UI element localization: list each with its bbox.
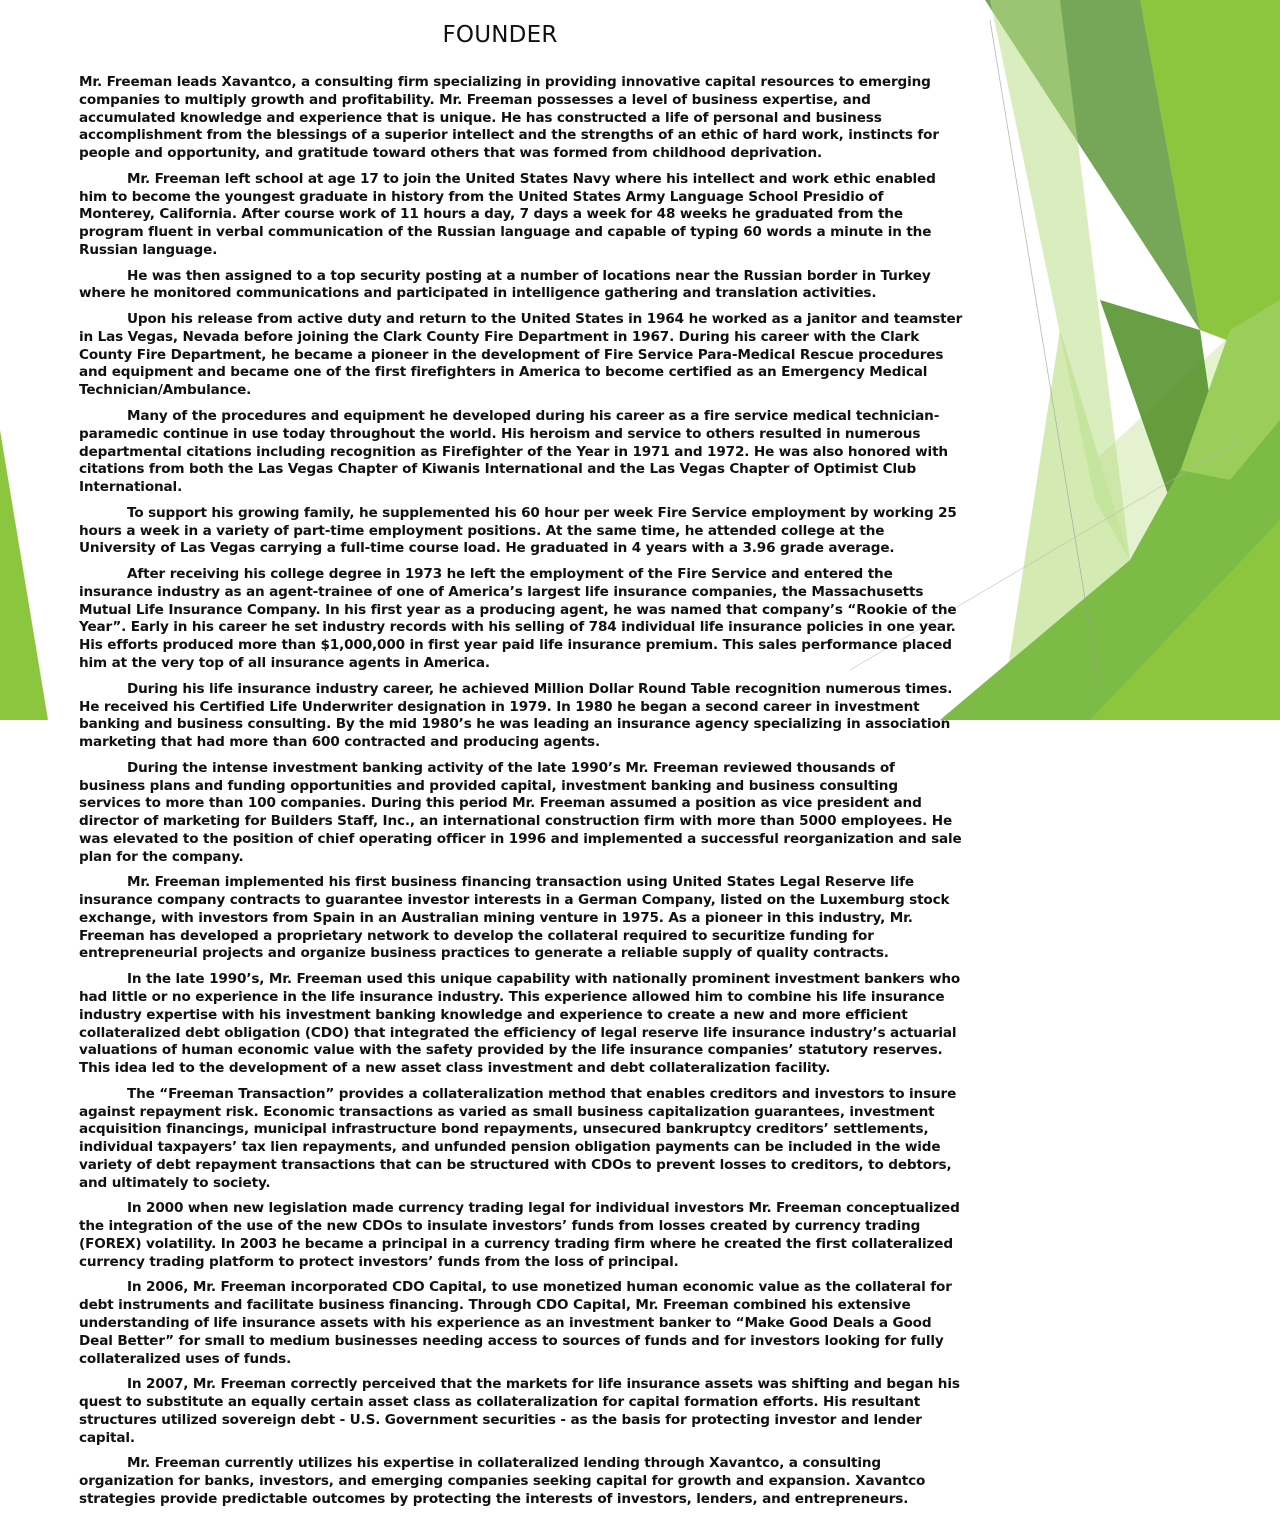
left-green-sliver <box>0 430 48 720</box>
paragraph-13: In 2000 when new legislation made currency trading legal for individual investors Mr. Freeman conceptualized the integration of the use of the new CDOs to insulate investors’ funds from losses created by currency trading (FOREX) volatility. In 2003 he became a principal in a currency trading firm where he created the first collateralized currency trading platform to protect investors’ funds from the loss of principal. <box>79 1200 960 1270</box>
paragraph-4: Upon his release from active duty and return to the United States in 1964 he worked as a janitor and teamster in Las Vegas, Nevada before joining the Clark County Fire Department in 1967. During his career with the Clark County Fire Department, he became a pioneer in the development of Fire Service Para-Medical Rescue procedures and equipment and became one of the first firefighters in America to become certified as an Emergency Medical Technician/Ambulance. <box>79 311 963 399</box>
paragraph-8: During his life insurance industry career, he achieved Million Dollar Round Table recognition numerous times. He received his Certified Life Underwriter designation in 1979. In 1980 he began a second career in investment banking and business consulting. By the mid 1980’s he was leading an insurance agency specializing in association marketing that had more than 600 contracted and producing agents. <box>79 680 953 751</box>
page-title: FOUNDER <box>442 22 558 48</box>
paragraph-6: To support his growing family, he supplemented his 60 hour per week Fire Service employment by working 25 hours a week in a variety of part-time employment positions. At the same time, he attended college at the University of Las Vegas carrying a full-time course load. He graduated in 4 years with a 3.96 grade average. <box>79 504 957 557</box>
paragraph-2: Mr. Freeman left school at age 17 to join the United States Navy where his intellect and work ethic enabled him to become the youngest graduate in history from the United States Army Language School Presidio of Monterey, California. After course work of 11 hours a day, 7 days a week for 48 weeks he graduated from the program fluent in verbal communication of the Russian language and capable of typing 60 words a minute in the Russian language. <box>79 170 936 258</box>
paragraph-12: The “Freeman Transaction” provides a collateralization method that enables creditors and investors to insure against repayment risk. Economic transactions as varied as small business capitalization guarantees, investment acquisition financings, municipal infrastructure bond repayments, unsecured bankruptcy creditors’ settlements, individual taxpayers’ tax lien repayments, and unfunded pension obligation payments can be included in the wide variety of debt repayment transactions that can be structured with CDOs to prevent losses to creditors, to debtors, and ultimately to society. <box>79 1085 957 1191</box>
paragraph-14: In 2006, Mr. Freeman incorporated CDO Capital, to use monetized human economic value as the collateral for debt instruments and facilitate business financing. Through CDO Capital, Mr. Freeman combined his extensive understanding of life insurance assets with his experience as an investment banker to “Make Good Deals a Good Deal Better” for small to medium businesses needing access to sources of funds and for investors looking for fully collateralized uses of funds. <box>79 1279 952 1367</box>
paragraph-16: Mr. Freeman currently utilizes his expertise in collateralized lending through Xavantco, a consulting organization for banks, investors, and emerging companies seeking capital for growth and expansion. Xavantco strategies provide predictable outcomes by protecting the interests of investors, lenders, and entrepreneurs. <box>79 1455 926 1507</box>
paragraph-7: After receiving his college degree in 1973 he left the employment of the Fire Service and entered the insurance industry as an agent-trainee of one of America’s largest life insurance companies, the Massachusetts Mutual Life Insurance Company. In his first year as a producing agent, he was named that company’s “Rookie of the Year”. Early in his career he set industry records with his selling of 784 individual life insurance policies in one year. His efforts produced more than $1,000,000 in first year paid life insurance premium. This sales performance placed him at the very top of all insurance agents in America. <box>79 566 957 671</box>
paragraph-15: In 2007, Mr. Freeman correctly perceived that the markets for life insurance assets was shifting and began his quest to substitute an equally certain asset class as collateralization for capital formation efforts. His resultant structures utilized sovereign debt - U.S. Government securities - as the basis for protecting investor and lender capital. <box>79 1376 960 1446</box>
paragraph-11: In the late 1990’s, Mr. Freeman used this unique capability with nationally prominent investment bankers who had little or no experience in the life insurance industry. This experience allowed him to combine his life insurance industry expertise with his investment banking knowledge and experience to create a new and more efficient collateralized debt obligation (CDO) that integrated the efficiency of legal reserve life insurance industry’s actuarial valuations of human economic value with the safety provided by the life insurance companies’ statutory reserves. This idea led to the development of a new asset class investment and debt collateralization facility. <box>79 971 961 1077</box>
biography-body <box>79 74 963 1517</box>
paragraph-5: Many of the procedures and equipment he developed during his career as a fire service medical technician-paramedic continue in use today throughout the world. His heroism and service to others resulted in numerous departmental citations including recognition as Firefighter of the Year in 1971 and 1972. He was also honored with citations from both the Las Vegas Chapter of Kiwanis International and the Las Vegas Chapter of Optimist Club International. <box>79 408 948 496</box>
paragraph-9: During the intense investment banking activity of the late 1990’s Mr. Freeman reviewed thousands of business plans and funding opportunities and provided capital, investment banking and business consulting services to more than 100 companies. During this period Mr. Freeman assumed a position as vice president and director of marketing for Builders Staff, Inc., an international construction firm with more than 5000 employees. He was elevated to the position of chief operating officer in 1996 and implemented a successful reorganization and sale plan for the company. <box>79 759 962 865</box>
paragraph-1: Mr. Freeman leads Xavantco, a consulting firm specializing in providing innovative capital resources to emerging companies to multiply growth and profitability. Mr. Freeman possesses a level of business expertise, and accumulated knowledge and experience that is unique. He has constructed a life of personal and business accomplishment from the blessings of a superior intellect and the strengths of an ethic of hard work, instincts for people and opportunity, and gratitude toward others that was formed from childhood deprivation. <box>79 74 939 162</box>
paragraph-3: He was then assigned to a top security posting at a number of locations near the Russian border in Turkey where he monitored communications and participated in intelligence gathering and translation activities. <box>79 267 931 302</box>
paragraph-10: Mr. Freeman implemented his first business financing transaction using United States Legal Reserve life insurance company contracts to guarantee investor interests in a German Company, listed on the Luxemburg stock exchange, with investors from Spain in an Australian mining venture in 1975. As a pioneer in this industry, Mr. Freeman has developed a proprietary network to develop the collateral required to securitize funding for entrepreneurial projects and organize business practices to generate a reliable supply of quality contracts. <box>79 874 950 962</box>
